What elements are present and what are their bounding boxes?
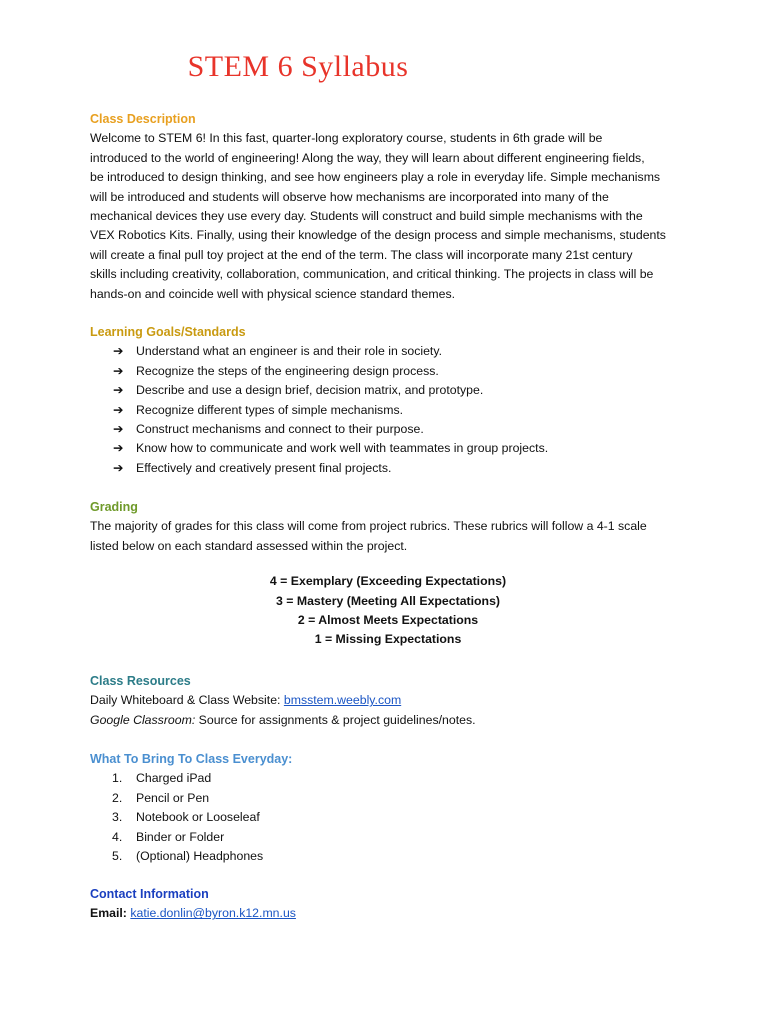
- grading-scale-item: 1 = Missing Expectations: [314, 632, 462, 647]
- grading-scale-item: 4 = Exemplary (Exceeding Expectations): [269, 574, 507, 589]
- arrow-icon: ➔: [113, 363, 124, 378]
- list-item-text: Describe and use a design brief, decision matrix, and prototype.: [136, 383, 484, 398]
- class-description-line: introduced to the world of engineering! Along the way, they will learn about different engineering fields,: [90, 150, 645, 165]
- list-item-text: Understand what an engineer is and their role in society.: [136, 344, 443, 359]
- contact-email-line: [90, 904, 686, 923]
- arrow-icon: ➔: [113, 441, 124, 456]
- list-item: [90, 847, 686, 866]
- list-number: 2.: [112, 790, 123, 805]
- what-to-bring-list: [90, 769, 686, 866]
- contact-email-link[interactable]: katie.donlin@byron.k12.mn.us: [130, 906, 296, 921]
- list-item-text: Construct mechanisms and connect to their purpose.: [136, 422, 424, 437]
- list-item-text: Recognize the steps of the engineering design process.: [136, 363, 439, 378]
- list-number: 4.: [112, 829, 123, 844]
- learning-goals-heading: Learning Goals/Standards: [90, 325, 246, 339]
- google-classroom-line: [90, 711, 686, 730]
- grading-scale-item: 2 = Almost Meets Expectations: [297, 613, 479, 628]
- class-description-line: be introduced to design thinking, and see how engineers play a role in everyday life. Simple mechanisms: [90, 170, 661, 185]
- list-item-text: Notebook or Looseleaf: [136, 810, 260, 825]
- list-number: 5.: [112, 849, 123, 864]
- learning-goals-section: [90, 323, 686, 478]
- class-website-link[interactable]: bmsstem.weebly.com: [283, 693, 402, 708]
- list-item: [90, 789, 686, 808]
- class-description-line: will be introduced and students will observe how mechanisms are incorporated into many of the: [90, 189, 609, 204]
- list-item-text: Charged iPad: [136, 771, 212, 786]
- list-item-text: Binder or Folder: [136, 829, 225, 844]
- google-classroom-text: Source for assignments & project guidelines/notes.: [195, 712, 476, 727]
- class-resources-heading: Class Resources: [90, 674, 191, 688]
- list-item: [90, 420, 686, 439]
- grading-heading: Grading: [90, 500, 138, 514]
- google-classroom-label: Google Classroom:: [90, 712, 196, 727]
- contact-heading: Contact Information: [90, 887, 209, 901]
- list-number: 3.: [112, 810, 123, 825]
- grading-scale-item: 3 = Mastery (Meeting All Expectations): [275, 593, 501, 608]
- arrow-icon: ➔: [113, 402, 124, 417]
- learning-goals-list: [90, 342, 686, 478]
- list-item-text: Effectively and creatively present final projects.: [136, 460, 392, 475]
- class-description-heading: Class Description: [90, 112, 196, 126]
- class-resources-section: [90, 672, 686, 730]
- grading-section: [90, 498, 686, 650]
- grading-line: The majority of grades for this class will come from project rubrics. These rubrics will follow a 4-1 scale: [90, 519, 647, 534]
- list-item: [90, 769, 686, 788]
- grading-line: listed below on each standard assessed within the project.: [90, 538, 408, 553]
- list-item: [90, 808, 686, 827]
- class-description-line: hands-on and coincide well with physical science standard themes.: [90, 286, 456, 301]
- class-description-section: [90, 110, 686, 304]
- list-item: [90, 401, 686, 420]
- list-item-text: Recognize different types of simple mechanisms.: [136, 402, 404, 417]
- class-description-line: skills including creativity, collaboration, communication, and critical thinking. The projects in class will be: [90, 267, 654, 282]
- list-item: [90, 362, 686, 381]
- class-description-line: mechanical devices they use every day. Students will construct and build simple mechanisms with the: [90, 209, 643, 224]
- class-website-line: [90, 691, 686, 710]
- list-item-text: Know how to communicate and work well with teammates in group projects.: [136, 441, 549, 456]
- page-title: STEM 6 Syllabus: [187, 50, 409, 83]
- list-item: [90, 828, 686, 847]
- list-item: [90, 381, 686, 400]
- list-item: [90, 439, 686, 458]
- class-description-line: Welcome to STEM 6! In this fast, quarter-long exploratory course, students in 6th grade will be: [90, 131, 603, 146]
- contact-section: [90, 885, 686, 924]
- list-item: [90, 459, 686, 478]
- arrow-icon: ➔: [113, 344, 124, 359]
- list-item-text: (Optional) Headphones: [136, 849, 264, 864]
- what-to-bring-heading: What To Bring To Class Everyday:: [90, 752, 293, 766]
- arrow-icon: ➔: [113, 422, 124, 437]
- contact-email-label: Email:: [90, 906, 127, 921]
- class-website-label: Daily Whiteboard & Class Website:: [90, 693, 284, 708]
- class-description-line: VEX Robotics Kits. Finally, using their knowledge of the design process and simple mechanisms, students: [90, 228, 666, 243]
- class-description-line: will create a final pull toy project at the end of the term. The class will incorporate many 21st century: [90, 247, 633, 262]
- what-to-bring-section: [90, 750, 686, 866]
- list-number: 1.: [112, 771, 123, 786]
- arrow-icon: ➔: [113, 383, 124, 398]
- list-item-text: Pencil or Pen: [136, 790, 210, 805]
- arrow-icon: ➔: [113, 460, 124, 475]
- list-item: [90, 342, 686, 361]
